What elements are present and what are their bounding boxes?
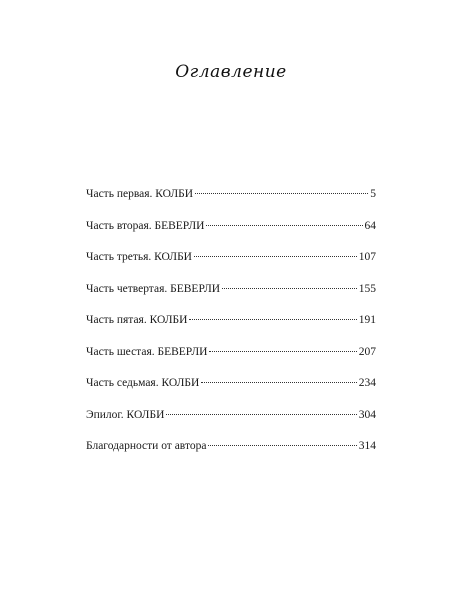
toc-entry-label: Часть первая. КОЛБИ xyxy=(86,188,194,200)
toc-entry-label: Часть четвертая. БЕВЕРЛИ xyxy=(86,282,221,295)
dot-leader xyxy=(206,225,362,226)
toc-entry xyxy=(86,220,376,252)
toc-entry xyxy=(86,314,376,346)
toc-entry-page: 314 xyxy=(358,440,376,452)
toc-entry-label: Часть пятая. КОЛБИ xyxy=(86,314,188,326)
toc-entry xyxy=(86,377,376,409)
dot-leader xyxy=(201,382,356,383)
dot-leader xyxy=(222,288,357,289)
dot-leader xyxy=(208,445,356,446)
toc-list xyxy=(86,188,376,472)
toc-entry-page: 191 xyxy=(358,314,376,326)
toc-entry-page: 64 xyxy=(364,219,376,232)
dot-leader xyxy=(194,256,357,257)
toc-entry-label: Часть шестая. БЕВЕРЛИ xyxy=(86,345,208,358)
toc-entry xyxy=(86,440,376,472)
toc-title: Оглавление xyxy=(175,62,287,82)
toc-entry-page: 5 xyxy=(370,188,376,200)
dot-leader xyxy=(189,319,356,320)
toc-entry-label: Часть седьмая. КОЛБИ xyxy=(86,377,200,389)
toc-entry-page: 207 xyxy=(358,345,376,358)
toc-entry-label: Часть вторая. БЕВЕРЛИ xyxy=(86,219,205,232)
toc-entry-label: Часть третья. КОЛБИ xyxy=(86,251,192,263)
toc-entry-label: Благодарности от автора xyxy=(86,440,207,452)
toc-entry xyxy=(86,188,376,220)
dot-leader xyxy=(209,351,356,352)
toc-entry-page: 234 xyxy=(358,377,376,389)
dot-leader xyxy=(166,414,356,415)
toc-entry-page: 107 xyxy=(358,251,376,263)
toc-entry-label: Эпилог. КОЛБИ xyxy=(86,408,165,421)
toc-entry xyxy=(86,346,376,378)
toc-entry-page: 155 xyxy=(358,282,376,295)
toc-entry-page: 304 xyxy=(358,408,376,421)
dot-leader xyxy=(195,193,368,194)
toc-entry xyxy=(86,409,376,441)
toc-entry xyxy=(86,251,376,283)
toc-entry xyxy=(86,283,376,315)
